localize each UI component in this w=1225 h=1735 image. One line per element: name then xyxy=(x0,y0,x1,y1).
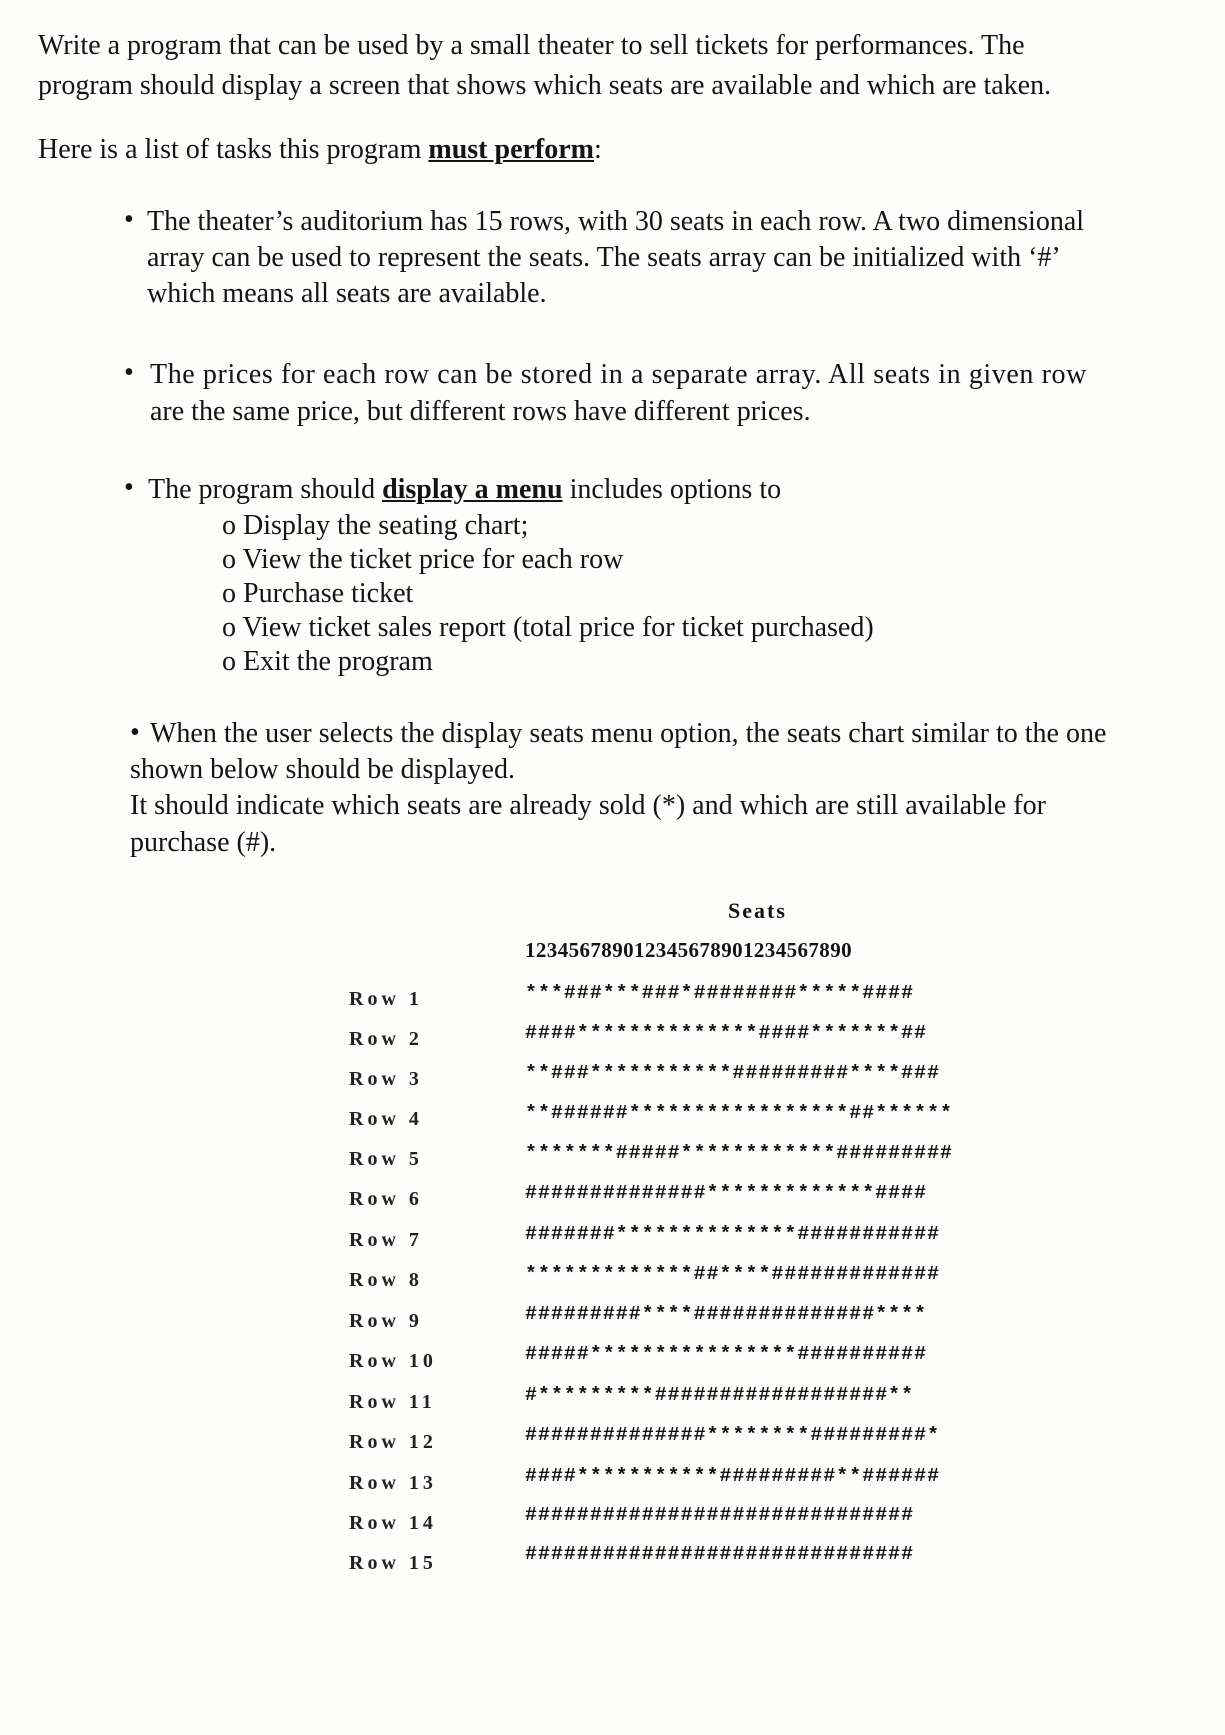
seats-title: Seats xyxy=(728,898,787,923)
bullet-4-line-3: It should indicate which seats are already sold (*) and which are still available for xyxy=(130,790,1046,821)
row-label: Row 3 xyxy=(349,1068,423,1090)
row-label: Row 11 xyxy=(349,1391,436,1413)
row-label: Row 15 xyxy=(349,1552,437,1574)
bullet-2-line-2: are the same price, but different rows have different prices. xyxy=(150,396,811,427)
menu-option-view-price: o View the ticket price for each row xyxy=(222,544,624,575)
bullet-3-line xyxy=(148,472,781,508)
menu-option-purchase: o Purchase ticket xyxy=(222,578,414,609)
seat-row: #######**************########### xyxy=(525,1223,941,1245)
row-label: Row 4 xyxy=(349,1108,423,1130)
row-label: Row 12 xyxy=(349,1431,437,1453)
bullet-1-symbol: • xyxy=(124,204,134,235)
tasks-heading-suffix: : xyxy=(594,134,602,165)
row-label: Row 9 xyxy=(349,1310,423,1332)
seat-row: #####****************########## xyxy=(525,1343,928,1365)
intro-line-2: program should display a screen that shows which seats are available and which are taken. xyxy=(38,70,1052,101)
bullet-4-line-4: purchase (#). xyxy=(130,827,277,858)
bullet-3-prefix: The program should xyxy=(148,474,383,505)
tasks-heading-prefix: Here is a list of tasks this program xyxy=(38,134,429,165)
bullet-1-line-3: which means all seats are available. xyxy=(147,278,547,309)
bullet-3-suffix: includes options to xyxy=(562,474,782,505)
seat-row: ##############*************#### xyxy=(525,1182,928,1204)
row-label: Row 1 xyxy=(349,988,423,1010)
row-label: Row 10 xyxy=(349,1350,437,1372)
seat-row: #*********##################** xyxy=(525,1384,915,1406)
menu-option-exit: o Exit the program xyxy=(222,646,433,677)
seat-row: **###***********#########****### xyxy=(525,1062,941,1084)
bullet-3-symbol: • xyxy=(124,472,134,503)
bullet-1-line-1: The theater’s auditorium has 15 rows, with 30 seats in each row. A two dimensional xyxy=(147,206,1085,237)
row-label: Row 7 xyxy=(349,1229,423,1251)
tasks-heading-emphasis: must perform xyxy=(428,134,594,165)
row-label: Row 8 xyxy=(349,1269,423,1291)
row-label: Row 6 xyxy=(349,1188,423,1210)
seat-row: ***###***###*########*****#### xyxy=(525,982,915,1004)
seat-row: ############################## xyxy=(525,1543,915,1565)
seat-row: ####**************####*******## xyxy=(525,1022,928,1044)
row-label: Row 5 xyxy=(349,1148,423,1170)
tasks-heading xyxy=(38,132,602,168)
menu-option-display: o Display the seating chart; xyxy=(222,510,529,541)
row-label: Row 14 xyxy=(349,1512,437,1534)
bullet-2-symbol: • xyxy=(124,357,134,388)
bullet-2-line-1: The prices for each row can be stored in a separate array. All seats in given row xyxy=(150,359,1087,390)
seat-row: ############################## xyxy=(525,1504,915,1526)
bullet-3-emphasis: display a menu xyxy=(382,474,563,505)
bullet-1-line-2: array can be used to represent the seats. The seats array can be initialized with ‘#’ xyxy=(147,242,1061,273)
seat-row: *************##****############# xyxy=(525,1263,941,1285)
seat-row: *******#####************######### xyxy=(525,1142,954,1164)
intro-line-1: Write a program that can be used by a small theater to sell tickets for performances. The xyxy=(38,30,1025,61)
seat-row: ####***********#########**###### xyxy=(525,1465,941,1487)
menu-option-sales-report: o View ticket sales report (total price for ticket purchased) xyxy=(222,612,874,643)
row-label: Row 13 xyxy=(349,1472,437,1494)
seat-row: ##############********#########* xyxy=(525,1424,941,1446)
seat-row: #########****##############**** xyxy=(525,1303,928,1325)
bullet-4-line-1: When the user selects the display seats menu option, the seats chart similar to the one xyxy=(150,718,1107,749)
seat-row: **######*****************##****** xyxy=(525,1102,954,1124)
bullet-4-line-2: shown below should be displayed. xyxy=(130,754,515,785)
bullet-4-symbol: • xyxy=(130,717,140,748)
row-label: Row 2 xyxy=(349,1028,423,1050)
seat-numbers: 123456789012345678901234567890 xyxy=(525,938,852,962)
